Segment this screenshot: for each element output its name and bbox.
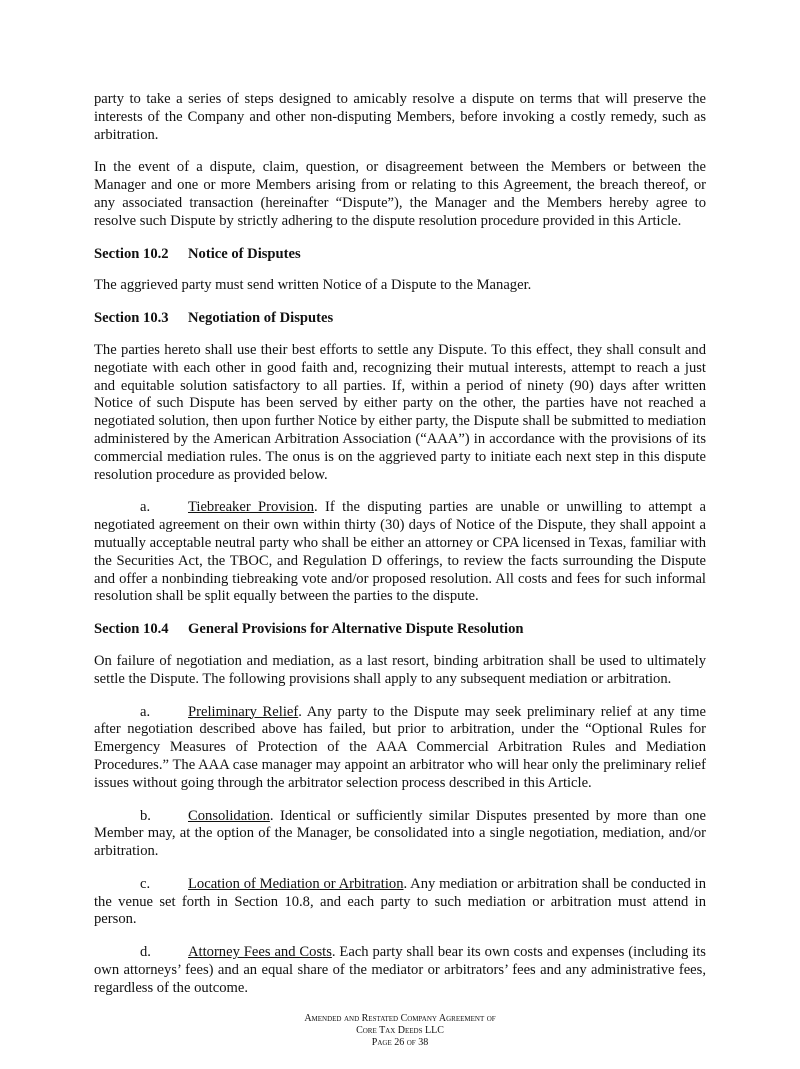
list-item	[94, 704, 706, 793]
page-footer	[0, 1013, 800, 1049]
item-label: b.	[140, 807, 151, 824]
list-item	[94, 808, 706, 861]
paragraph: The parties hereto shall use their best efforts to settle any Dispute. To this effect, they shall consult and negotiate with each other in good faith and, recognizing their mutual interests, attempt to reach a just and equitable solution satisfactory to all parties. If, within a period of ninety (90) days after written Notice of such Dispute has been served by either party on the other, the parties have not reached a negotiated solution, then upon further Notice by either party, the Dispute shall be submitted to mediation administered by the American Arbitration Association (“AAA”) in accordance with the provisions of its commercial mediation rules. The onus is on the aggrieved party to initiate each next step in this dispute resolution procedure as provided below.	[94, 341, 706, 483]
footer-company: Core Tax Deeds LLC	[356, 1024, 444, 1036]
item-title: Attorney Fees and Costs	[188, 944, 332, 961]
paragraph: In the event of a dispute, claim, question, or disagreement between the Members or between the Manager and one or more Members arising from or relating to this Agreement, the breach thereof, or any associated transaction (hereinafter “Dispute”), the Manager and the Members hereby agree to resolve such Dispute by strictly adhering to the dispute resolution procedure provided in this Article.	[94, 159, 706, 229]
list-item	[94, 499, 706, 606]
item-label: d.	[140, 944, 151, 961]
paragraph: The aggrieved party must send written Notice of a Dispute to the Manager.	[94, 277, 532, 294]
section-heading	[94, 246, 706, 264]
item-title: Consolidation	[188, 807, 270, 824]
section-number: Section 10.3	[94, 310, 169, 327]
item-text: . If the disputing parties are unable or unwilling to attempt a negotiated agreement on their own within thirty (30) days of Notice of the Dispute, they shall appoint a mutually acceptable neutral party who shall be either an attorney or CPA licensed in Texas, familiar with the Securities Act, the TBOC, and Regulation D offerings, to review the facts surrounding the Dispute and offer a nonbinding tiebreaking vote and/or proposed resolution. All costs and fees for such informal resolution shall be split equally between the parties to the dispute.	[94, 499, 706, 605]
item-label: c.	[140, 875, 151, 892]
item-text: . Any party to the Dispute may seek preliminary relief at any time after negotiation described above has failed, but prior to arbitration, under the “Optional Rules for Emergency Measures of Protection of the AAA Commercial Arbitration Rules and Mediation Procedures.” The AAA case manager may appoint an arbitrator who will hear only the preliminary relief issues without going through the arbitrator selection process described in this Article.	[94, 703, 706, 791]
item-title: Preliminary Relief	[188, 703, 299, 720]
section-title: General Provisions for Alternative Dispute Resolution	[188, 621, 524, 638]
section-heading	[94, 310, 706, 328]
list-item	[94, 876, 706, 929]
list-item	[94, 944, 706, 997]
paragraph: On failure of negotiation and mediation, as a last resort, binding arbitration shall be used to ultimately settle the Dispute. The following provisions shall apply to any subsequent mediation or arbitration.	[94, 652, 706, 687]
item-title: Tiebreaker Provision	[188, 499, 315, 516]
section-number: Section 10.2	[94, 245, 169, 262]
item-text: . Identical or sufficiently similar Disputes presented by more than one Member may, at the option of the Manager, be consolidated into a single negotiation, mediation, and/or arbitration.	[94, 807, 706, 860]
paragraph: party to take a series of steps designed to amicably resolve a dispute on terms that will preserve the interests of the Company and other non-disputing Members, before invoking a costly remedy, such as arbitration.	[94, 91, 706, 143]
section-title: Negotiation of Disputes	[188, 310, 334, 327]
item-text: . Any mediation or arbitration shall be conducted in the venue set forth in Section 10.8, and each party to such mediation or arbitration must attend in person.	[94, 875, 706, 928]
footer-title: Amended and Restated Company Agreement of	[304, 1012, 496, 1024]
page-number: Page 26 of 38	[371, 1036, 429, 1048]
page-content	[94, 91, 706, 998]
item-text: . Each party shall bear its own costs and expenses (including its own attorneys’ fees) and an equal share of the mediator or arbitrators’ fees and any administrative fees, regardless of the outcome.	[94, 944, 706, 996]
item-title: Location of Mediation or Arbitration	[188, 875, 404, 892]
item-label: a.	[140, 499, 151, 516]
section-heading	[94, 621, 706, 639]
section-title: Notice of Disputes	[188, 245, 301, 262]
item-label: a.	[140, 703, 151, 720]
section-number: Section 10.4	[94, 621, 169, 638]
